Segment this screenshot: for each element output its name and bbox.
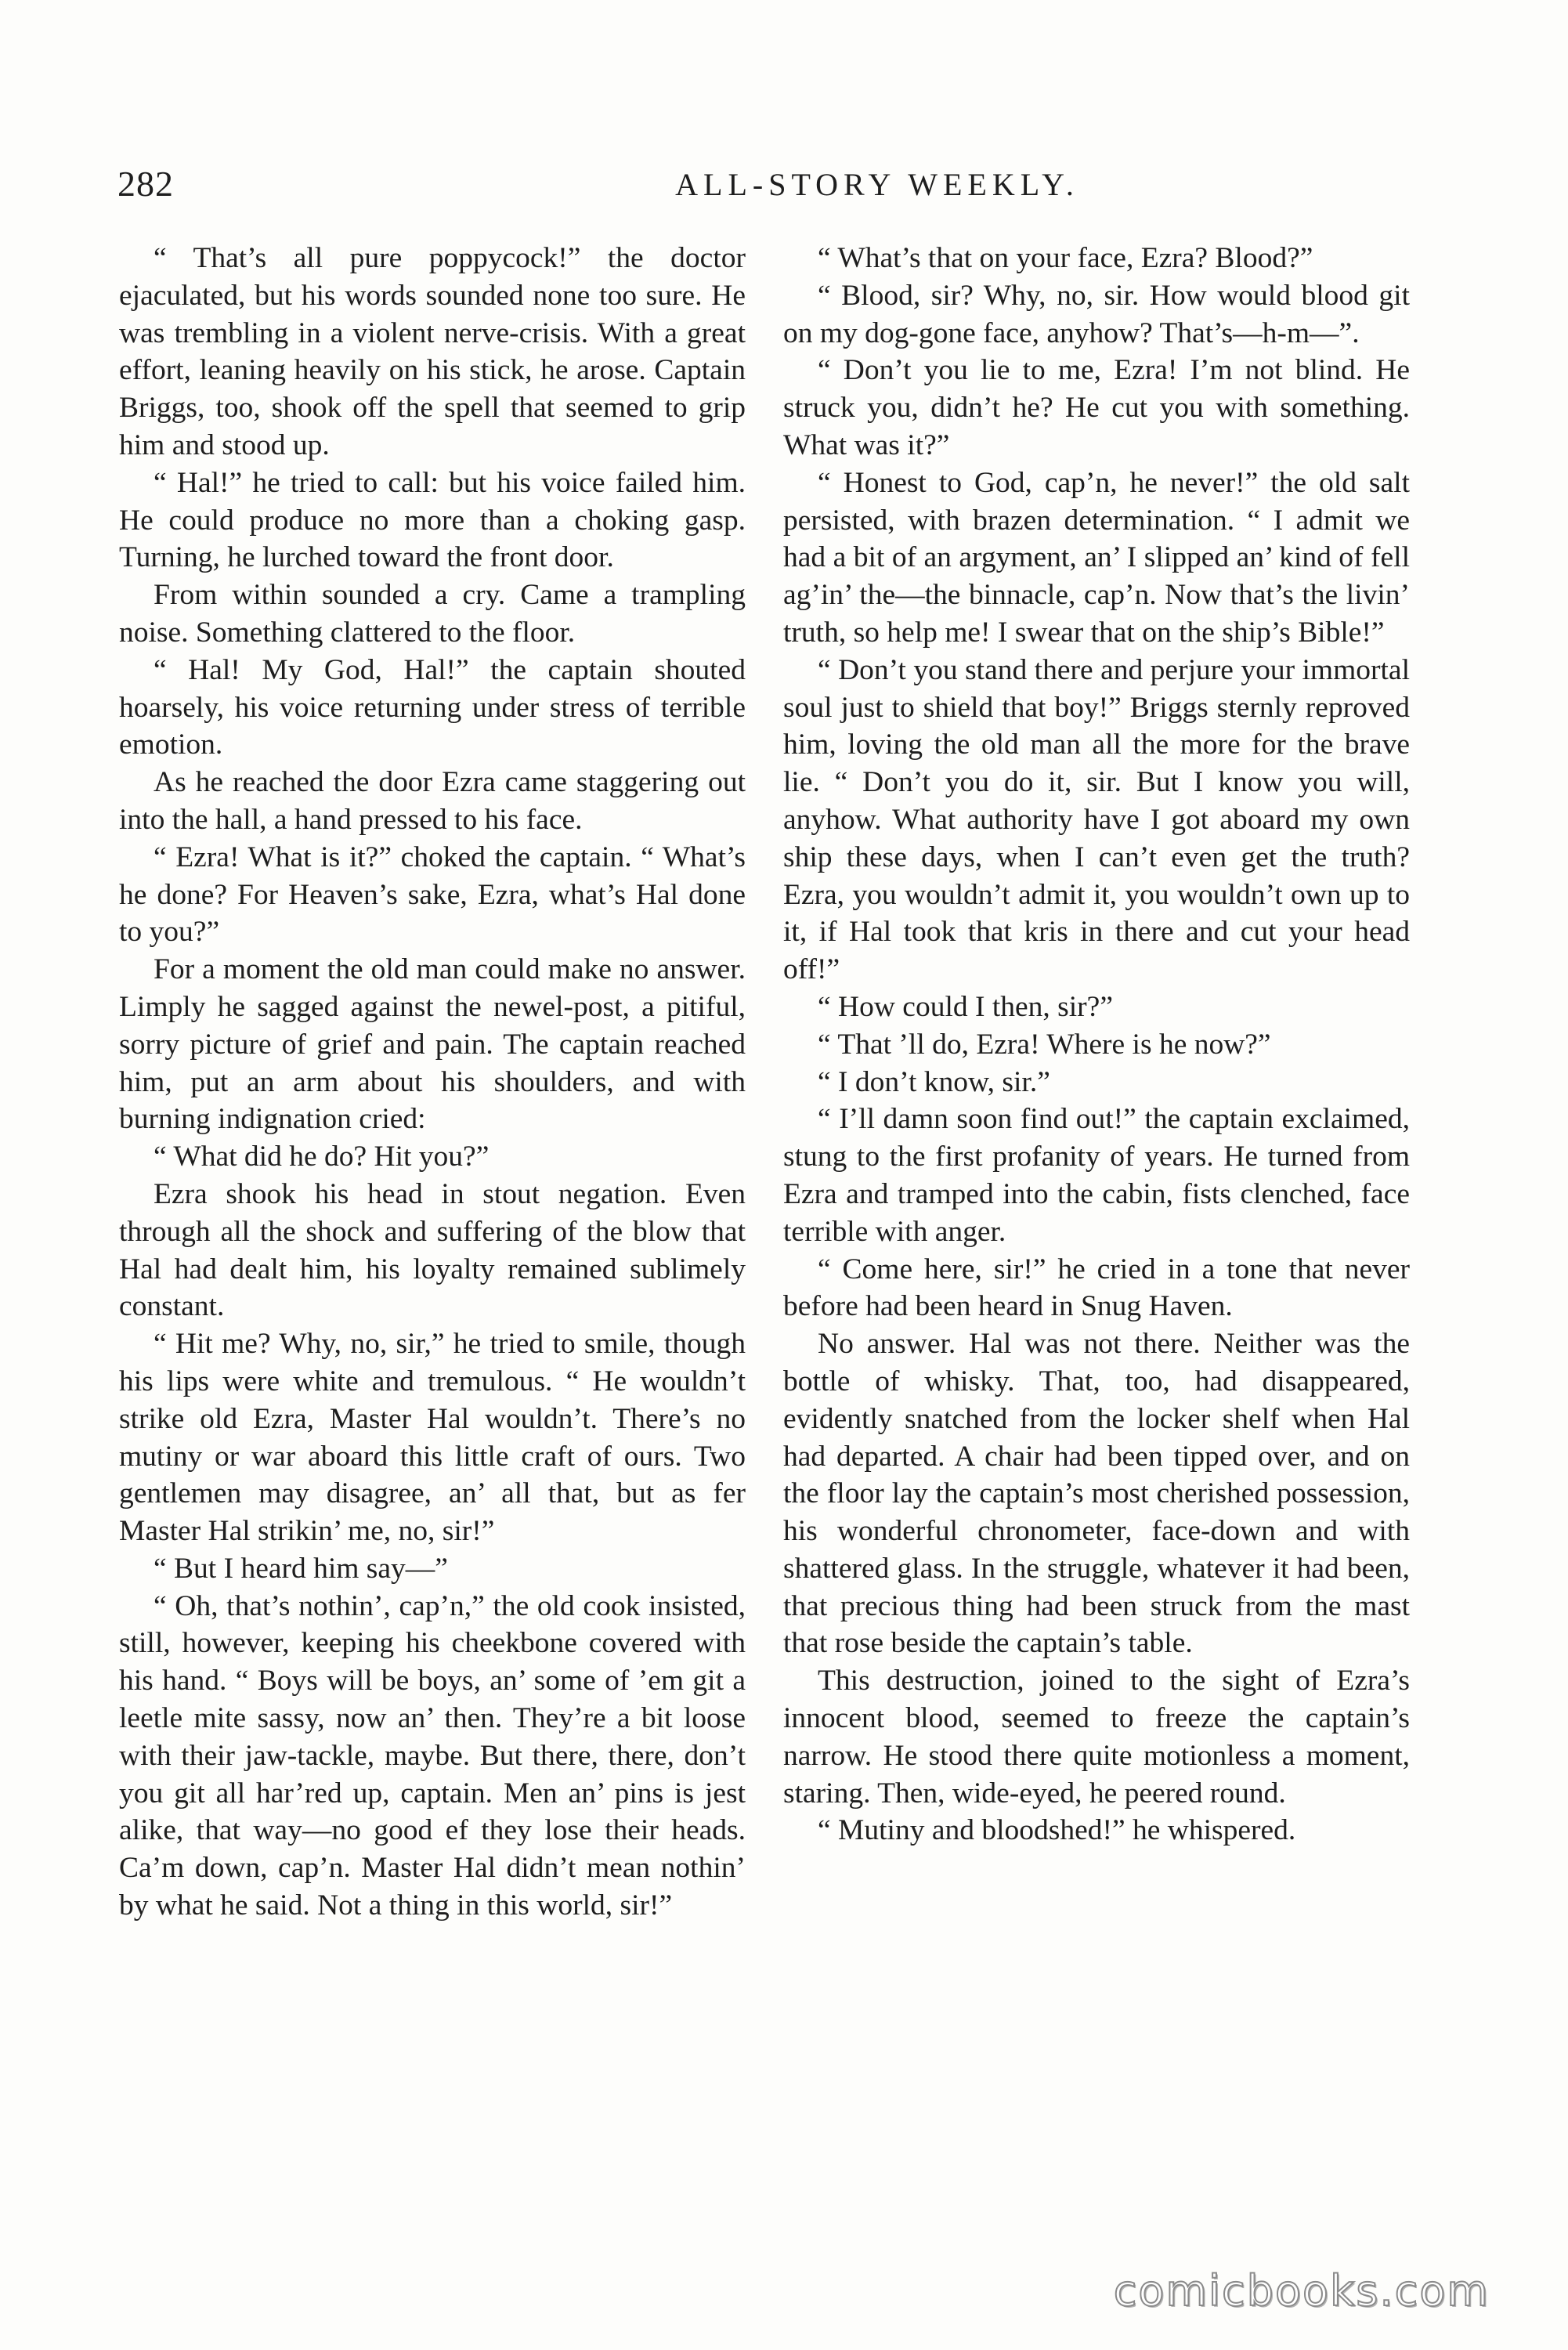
paragraph: “ Mutiny and bloodshed!” he whispered. xyxy=(818,1814,1296,1847)
paragraph: From within sounded a cry. Came a trampling noise. Something clattered to the floor. xyxy=(119,579,746,649)
paragraph: “ How could I then, sir?” xyxy=(818,990,1113,1023)
paragraph: For a moment the old man could make no answer. Limply he sagged against the newel-post, a pitiful, sorry picture of grief and pain. The captain reached him, put an arm about his shoulders, and with burning indignation cried: xyxy=(119,953,746,1136)
paragraph: “ What did he do? Hit you?” xyxy=(154,1141,490,1173)
paragraph: “ Don’t you stand there and perjure your immortal soul just to shield that boy!” Briggs sternly reproved him, loving the old man all the more for the brave lie. “ Don’t you do it, sir. But I know you will, anyhow. What authority have I got aboard my own ship these days, when I can’t even get the truth? Ezra, you wouldn’t admit it, you wouldn’t own up to it, if Hal took that kris in there and cut your head off!” xyxy=(783,653,1410,986)
paragraph: “ Don’t you lie to me, Ezra! I’m not blind. He struck you, didn’t he? He cut you with something. What was it?” xyxy=(783,354,1410,461)
paragraph: “ But I heard him say—” xyxy=(154,1552,448,1585)
page-number: 282 xyxy=(117,164,174,204)
paragraph: “ Blood, sir? Why, no, sir. How would blood git on my dog-gone face, anyhow? That’s—h-m—”. xyxy=(783,279,1410,349)
paragraph: “ That’s all pure poppycock!” the doctor ejaculated, but his words sounded none too sure. He was trembling in a violent nerve-crisis. With a great effort, leaning heavily on his stick, he arose. Captain Briggs, too, shook off the spell that seemed to grip him and stood up. xyxy=(119,242,746,461)
paragraph: Ezra shook his head in stout negation. Even through all the shock and suffering of the blow that Hal had dealt him, his loyalty remained sublimely constant. xyxy=(119,1177,746,1323)
paragraph: “ Ezra! What is it?” choked the captain. “ What’s he done? For Heaven’s sake, Ezra, what’s Hal done to you?” xyxy=(119,841,746,949)
paragraph: “ Oh, that’s nothin’, cap’n,” the old cook insisted, still, however, keeping his cheekbone covered with his hand. “ Boys will be boys, an’ some of ’em git a leetle mite sassy, now an’ then. They’re a bit loose with their jaw-tackle, maybe. But there, there, don’t you git all har’red up, captain. Men an’ pins is jest alike, that way—no good ef they lose their heads. Ca’m down, cap’n. Master Hal didn’t mean nothin’ by what he said. Not a thing in this world, sir!” xyxy=(119,1589,746,1922)
running-head: ALL-STORY WEEKLY. xyxy=(675,167,1079,202)
paragraph: “ Hit me? Why, no, sir,” he tried to smile, though his lips were white and tremulous. “ He wouldn’t strike old Ezra, Master Hal wouldn’t. There’s no mutiny or war aboard this little craft of ours. Two gentlemen may disagree, an’ all that, but as fer Master Hal strikin’ me, no, sir!” xyxy=(119,1328,746,1548)
paragraph: “ Hal! My God, Hal!” the captain shouted hoarsely, his voice returning under stress of terrible emotion. xyxy=(119,653,746,761)
paragraph: As he reached the door Ezra came staggering out into the hall, a hand pressed to his face. xyxy=(119,766,746,836)
paragraph: “ I’ll damn soon find out!” the captain exclaimed, stung to the first profanity of years. He turned from Ezra and tramped into the cabin, fists clenched, face terrible with anger. xyxy=(783,1103,1410,1248)
right-column xyxy=(783,240,1410,1849)
paragraph: “ Honest to God, cap’n, he never!” the old salt persisted, with brazen determination. “ I admit we had a bit of an argyment, an’ I slipped an’ kind of fell ag’in’ the—the binnacle, cap’n. Now that’s the livin’ truth, so help me! I swear that on the ship’s Bible!” xyxy=(783,466,1410,649)
paragraph: “ That ’ll do, Ezra! Where is he now?” xyxy=(818,1028,1271,1061)
paragraph: “ Come here, sir!” he cried in a tone that never before had been heard in Snug Haven. xyxy=(783,1253,1410,1323)
paragraph: “ What’s that on your face, Ezra? Blood?” xyxy=(818,242,1313,274)
paragraph: “ I don’t know, sir.” xyxy=(818,1065,1050,1098)
left-column xyxy=(119,240,746,1925)
paragraph: “ Hal!” he tried to call: but his voice failed him. He could produce no more than a choking gasp. Turning, he lurched toward the front door. xyxy=(119,466,746,574)
paragraph: This destruction, joined to the sight of Ezra’s innocent blood, seemed to freeze the captain’s narrow. He stood there quite motionless a moment, staring. Then, wide-eyed, he peered round. xyxy=(783,1665,1410,1810)
watermark-logo: comicbooks.com xyxy=(1113,2266,1490,2316)
paragraph: No answer. Hal was not there. Neither was the bottle of whisky. That, too, had disappeared, evidently snatched from the locker shelf when Hal had departed. A chair had been tipped over, and on the floor lay the captain’s most cherished possession, his wonderful chronometer, face-down and with shattered glass. In the struggle, whatever it had been, that precious thing had been struck from the mast that rose beside the captain’s table. xyxy=(783,1328,1410,1660)
